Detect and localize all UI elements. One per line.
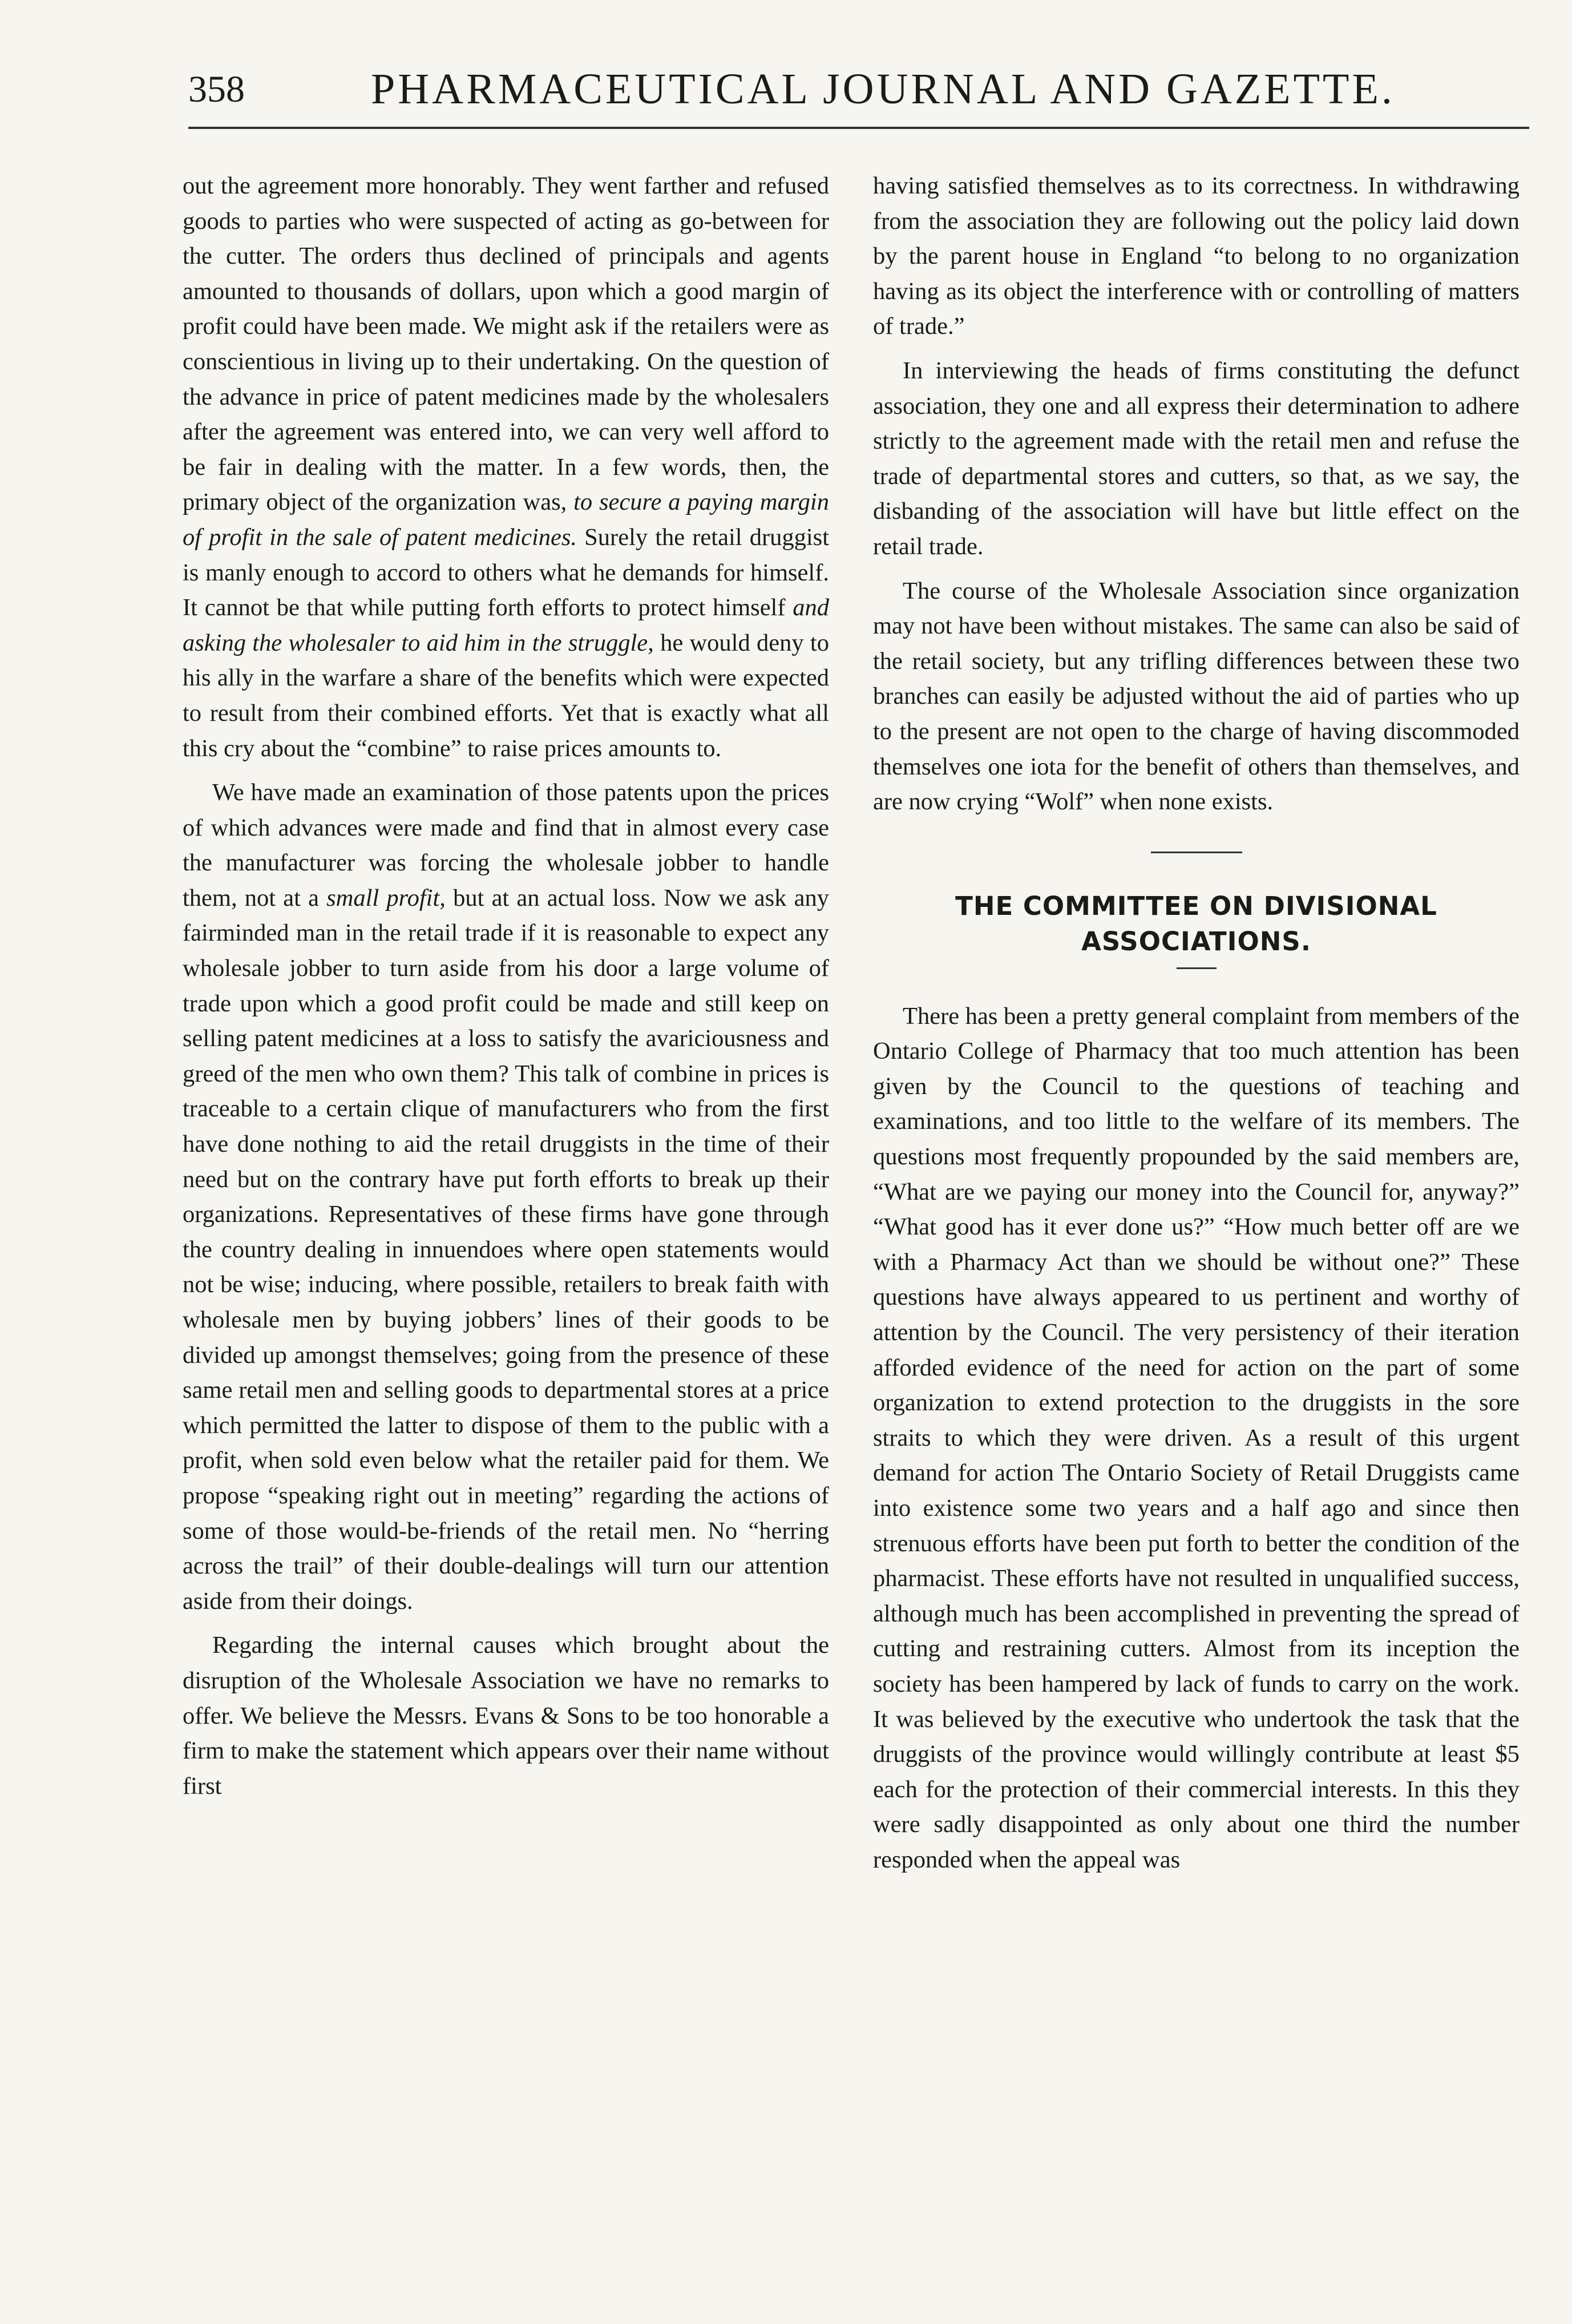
left-paragraph-1 bbox=[183, 168, 829, 766]
left-p2-text-c: but at an actual loss. Now we ask any fairminded man in the retail trade if it is reasonable to expect any wholesale jobber to turn aside from his door a large volume of trade upon which a good profit could be made and still keep on selling patent medicines at a loss to satisfy the avariciousness and greed of the men who own them? This talk of combine in prices is traceable to a certain clique of manufacturers who from the first have done nothing to aid the retail druggists in the time of their need but on the contrary have put forth efforts to break up their organizations. Representatives of these firms have gone through the country dealing in innuendoes where open statements would not be wise; inducing, where possible, retailers to break faith with wholesale men by buying jobbers’ lines of their goods to be divided up amongst themselves; going from the presence of these same retail men and selling goods to departmental stores at a price which permitted the latter to dispose of them to the public with a profit, when sold even below what the retailer paid for them. We propose “speaking right out in meeting” regarding the actions of some of those would-be-friends of the retail men. No “herring across the trail” of their double-dealings will turn our attention aside from their doings. bbox=[183, 884, 829, 1615]
left-p2-text-a: We have made an examination of those patents upon the prices of which advances were made and find that in almost every case the manufacturer was forcing the wholesale jobber to handle them, not at a bbox=[183, 779, 829, 911]
left-p1-text-c: Surely the retail druggist is manly enough to accord to others what he demands for himself. It cannot be that while putting forth efforts to protect himself bbox=[183, 523, 830, 622]
left-column bbox=[183, 168, 829, 1813]
right-paragraph-1: having satisfied themselves as to its correctness. In withdrawing from the association they are following out the policy laid down by the parent house in England “to belong to no organization having as its object the interference with or controlling of matters of trade.” bbox=[873, 172, 1520, 340]
journal-title: PHARMACEUTICAL JOURNAL AND GAZETTE. bbox=[371, 65, 1395, 113]
section-divider bbox=[1151, 852, 1242, 853]
left-p1-text-a: out the agreement more honorably. They went farther and refused goods to parties who were suspected of acting as go-between for the cutter. The orders thus declined of principals and agents amounted to thousands of dollars, upon which a good margin of profit could have been made. We might ask if the retailers were as conscientious in living up to their undertaking. On the question of the advance in price of patent medicines made by the wholesalers after the agreement was entered into, we can very well afford to be fair in dealing with the matter. In a few words, then, the primary object of the organization was, bbox=[183, 172, 829, 516]
left-paragraph-3: Regarding the internal causes which brought about the disruption of the Wholesale Association we have no remarks to offer. We believe the Messrs. Evans & Sons to be too honorable a firm to make the statement which appears over their name without first bbox=[183, 1632, 829, 1800]
heading-underline bbox=[1177, 967, 1217, 969]
left-p2-italic-b: small profit, bbox=[326, 884, 446, 911]
left-p1-text-e: he would deny to his ally in the warfare a share of the benefits which were expected to result from their combined efforts. Yet that is exactly what all this cry about the “combine” to raise prices amounts to. bbox=[183, 629, 829, 762]
page-header bbox=[188, 67, 1546, 130]
left-p1-italic-b: to secure a paying margin of profit in the sale of patent medicines. bbox=[183, 489, 829, 551]
right-paragraph-2: In interviewing the heads of firms constituting the defunct association, they one and all express their determination to adhere strictly to the agreement made with the retail men and refuse the trade of departmental stores and cutters, so that, as we say, the disbanding of the association will have but little effect on the retail trade. bbox=[873, 357, 1520, 560]
left-p1-italic-d: and asking the wholesaler to aid him in the struggle, bbox=[183, 594, 829, 656]
right-paragraph-4: There has been a pretty general complaint from members of the Ontario College of Pharmacy that too much attention has been given by the Council to the questions of teaching and examinations, and too little to the welfare of its members. The questions most frequently propounded by the said members are, “What are we paying our money into the Council for, anyway?” “What good has it ever done us?” “How much better off are we with a Pharmacy Act than we should be without one?” These questions have always appeared to us pertinent and worthy of attention by the Council. The very persistency of their iteration afforded evidence of the need for action on the part of some organization to extend protection to the druggists in the sore straits to which they were driven. As a result of this urgent demand for action The Ontario Society of Retail Druggists came into existence some two years and a half ago and since then strenuous efforts have been put forth to better the condition of the pharmacist. These efforts have not resulted in unqualified success, although much has been accomplished in preventing the spread of cutting and restraining cutters. Almost from its inception the society has been hampered by lack of funds to carry on the work. It was believed by the executive who undertook the task that the druggists of the province would willingly contribute at least $5 each for the protection of their commercial interests. In this they were sadly disappointed as only about one third the number responded when the appeal was bbox=[873, 1002, 1520, 1873]
header-rule bbox=[188, 127, 1529, 129]
left-paragraph-2 bbox=[183, 775, 829, 1619]
right-column bbox=[873, 168, 1520, 1887]
right-paragraph-3: The course of the Wholesale Association since organization may not have been without mistakes. The same can also be said of the retail society, but any trifling differences between these two branches can easily be adjusted without the aid of parties who up to the present are not open to the charge of having discommoded themselves one iota for the benefit of others than themselves, and are now crying “Wolf” when none exists. bbox=[873, 577, 1520, 816]
page-number: 358 bbox=[188, 68, 245, 110]
section-heading: THE COMMITTEE ON DIVISIONAL ASSOCIATIONS. bbox=[955, 890, 1437, 957]
